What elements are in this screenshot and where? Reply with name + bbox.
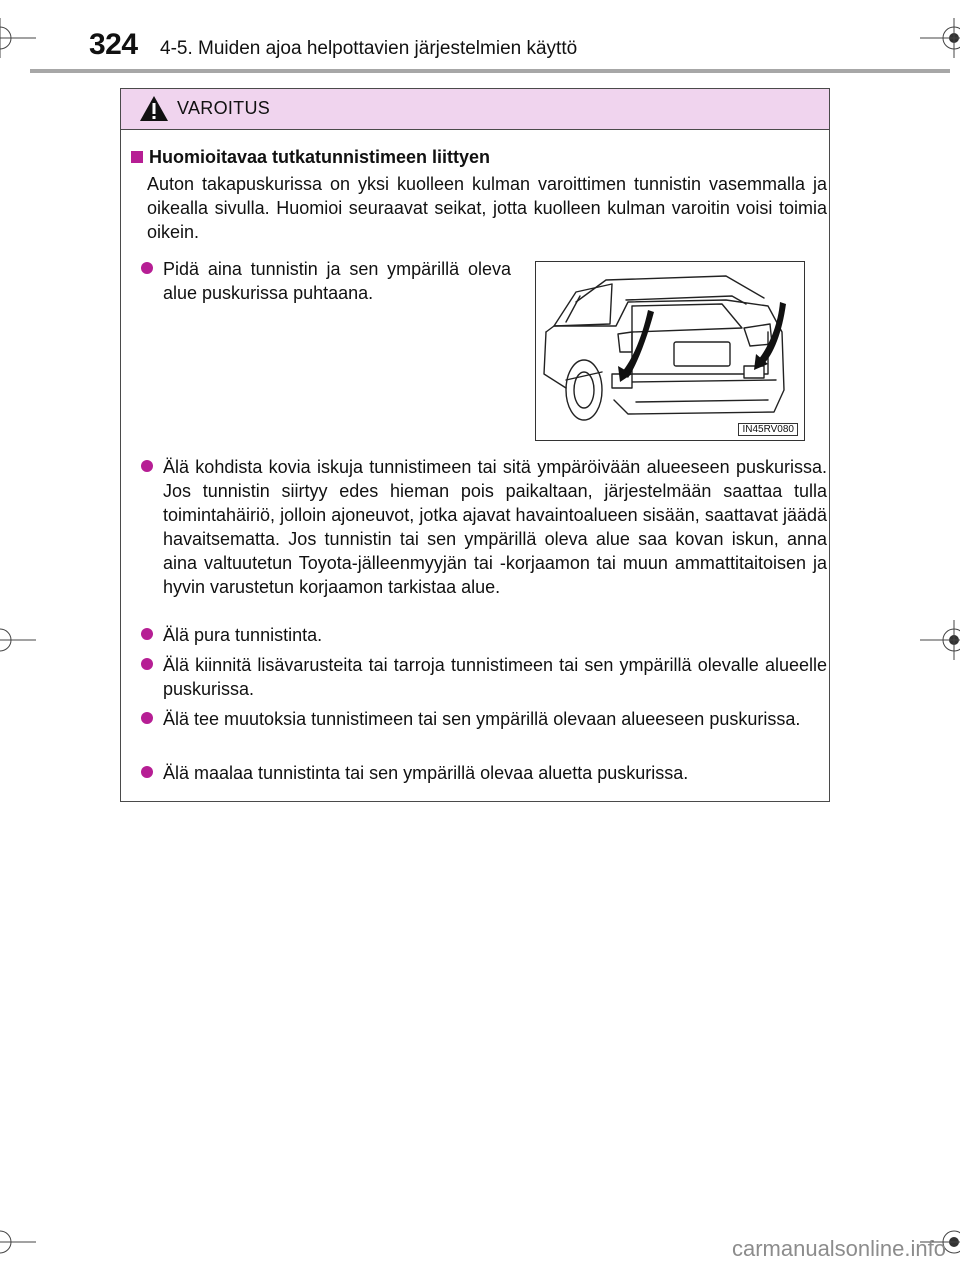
watermark[interactable]: carmanualsonline.info xyxy=(731,1236,946,1261)
bullet-item xyxy=(141,455,827,599)
crop-mark-icon xyxy=(0,1222,40,1262)
square-bullet-icon xyxy=(131,151,143,163)
bullet-text: Älä kiinnitä lisävarusteita tai tarroja tunnistimeen tai sen ympärillä olevalle alueelle puskurissa. xyxy=(163,655,827,699)
bullet-dot-icon xyxy=(141,628,153,640)
warning-header xyxy=(121,89,829,130)
car-rear-illustration xyxy=(536,262,804,440)
chapter-title: 4-5. Muiden ajoa helpottavien järjestelmien käyttö xyxy=(160,38,578,59)
bullet-item xyxy=(141,623,827,647)
section-title xyxy=(131,147,490,168)
crop-mark-icon xyxy=(920,18,960,58)
crop-mark-icon xyxy=(920,620,960,660)
section-title-text: Huomioitavaa tutkatunnistimeen liittyen xyxy=(149,147,491,167)
intro-paragraph: Auton takapuskurissa on yksi kuolleen kulman varoittimen tunnistin vasemmalla ja oikealla sivulla. Huomioi seuraavat seikat, jotta kuolleen kulman varoitin voisi toimia oikein. xyxy=(147,174,827,242)
crop-mark-icon xyxy=(0,18,40,58)
warning-title: VAROITUS xyxy=(177,98,271,118)
bullet-dot-icon xyxy=(141,262,153,274)
bullet-item xyxy=(141,257,511,305)
bullet-text: Älä kohdista kovia iskuja tunnistimeen tai sitä ympäröivään alueeseen puskurissa. Jos tunnistin siirtyy edes hieman pois paikaltaan, järjestelmään saattaa tulla toimintahäiriö, jolloin ajoneuvot, jotka ajavat havaintoalueen sisään, saattavat jäädä havaitsematta. Jos tunnistin tai sen ympärillä oleva alue saa kovan iskun, anna aina valtuutetun Toyota-jälleenmyyjän tai -korjaamon tai muun ammattitaitoisen ja hyvin varustetun korjaamon tarkistaa alue. xyxy=(163,457,827,597)
bullet-dot-icon xyxy=(141,766,153,778)
bullet-item xyxy=(141,653,827,701)
crop-mark-icon xyxy=(0,620,40,660)
bullet-item xyxy=(141,707,827,731)
bullet-text: Pidä aina tunnistin ja sen ympärillä oleva alue puskurissa puhtaana. xyxy=(163,259,511,303)
bullet-text: Älä pura tunnistinta. xyxy=(163,625,323,645)
header-rule xyxy=(30,69,950,73)
bullet-dot-icon xyxy=(141,658,153,670)
bullet-text: Älä tee muutoksia tunnistimeen tai sen ympärillä olevaan alueeseen puskurissa. xyxy=(163,709,801,729)
page-number: 324 xyxy=(89,28,138,61)
bullet-dot-icon xyxy=(141,712,153,724)
bullet-dot-icon xyxy=(141,460,153,472)
bullet-text: Älä maalaa tunnistinta tai sen ympärillä olevaa aluetta puskurissa. xyxy=(163,763,689,783)
car-rear-figure xyxy=(535,261,805,441)
warning-box xyxy=(120,88,830,802)
bullet-item xyxy=(141,761,827,785)
warning-triangle-icon xyxy=(139,95,169,122)
figure-code: IN45RV080 xyxy=(738,423,798,436)
